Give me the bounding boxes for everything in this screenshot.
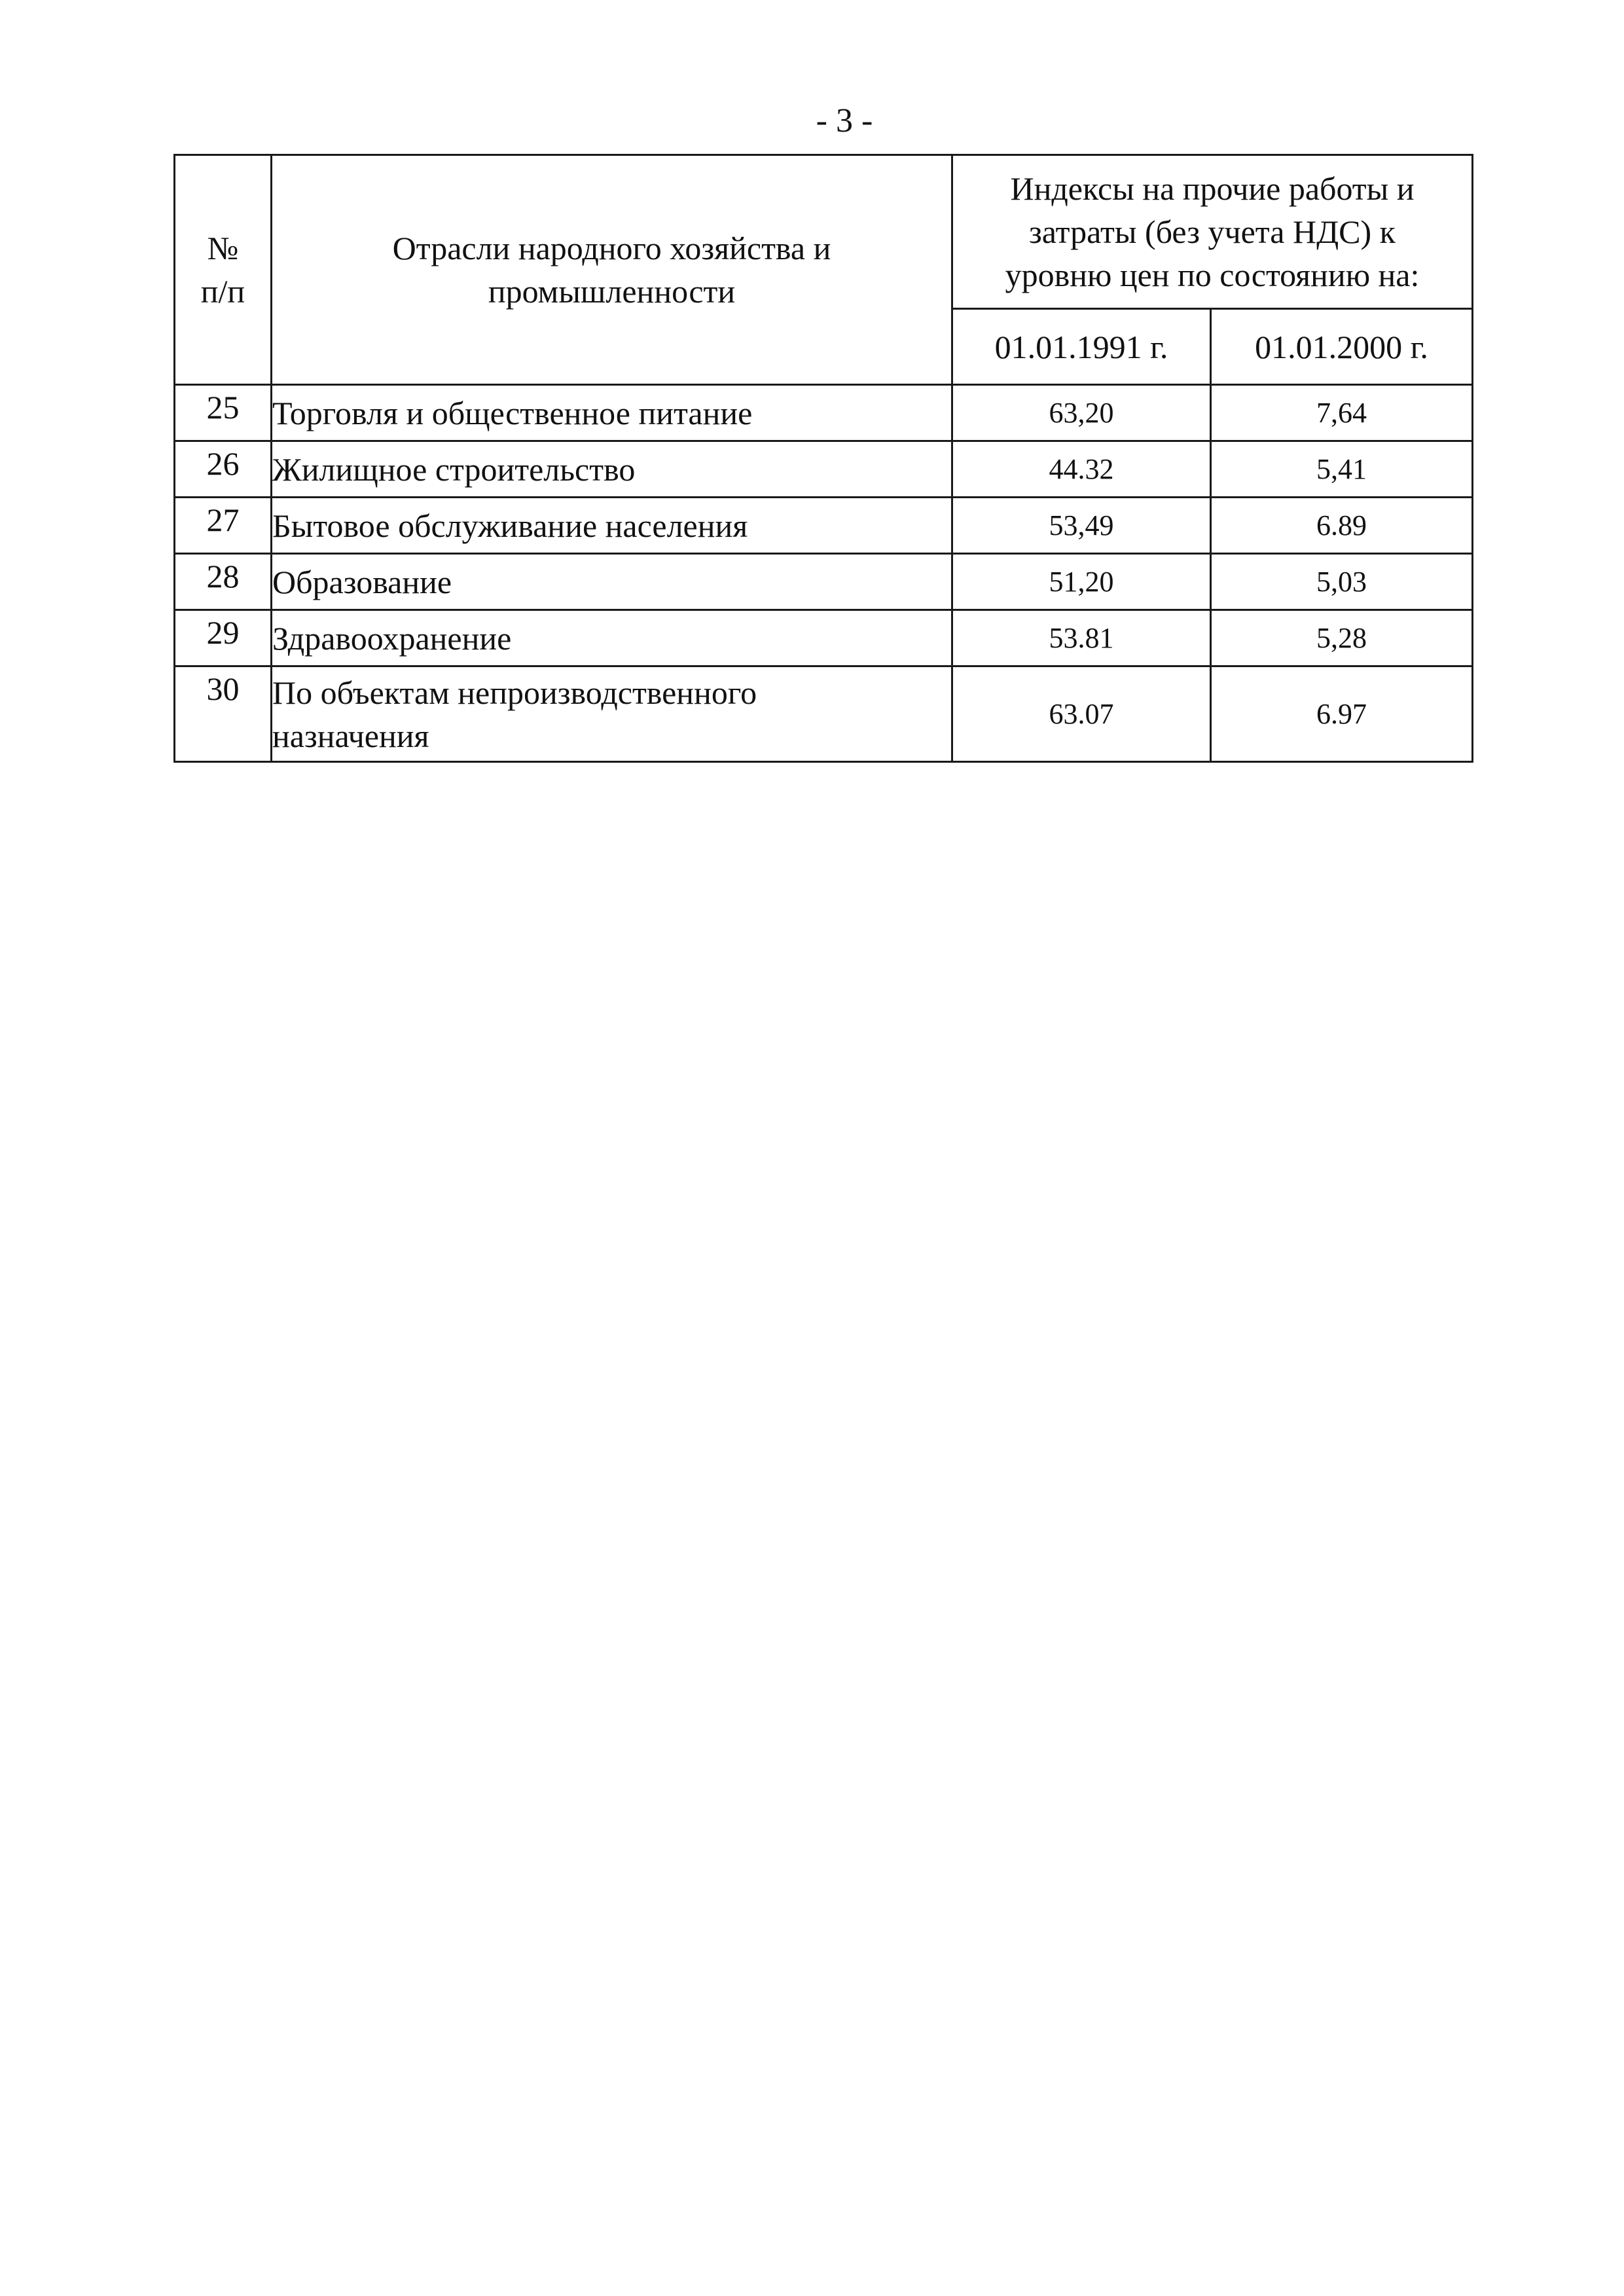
row-branch: Образование [272,554,952,610]
row-branch-line: По объектам непроизводственного [272,674,757,711]
table-row [175,385,1473,441]
row-branch: Жилищное строительство [272,441,952,498]
page-number: - 3 - [816,102,873,139]
row-number: 26 [175,441,272,498]
header-date-2000: 01.01.2000 г. [1211,309,1473,385]
row-value-2000: 5,03 [1211,554,1473,610]
header-index-group [952,155,1473,309]
table-row [175,441,1473,498]
row-value-2000: 6.89 [1211,498,1473,554]
row-number: 29 [175,610,272,666]
table-row [175,666,1473,762]
row-branch: Здравоохранение [272,610,952,666]
row-number: 28 [175,554,272,610]
table-row [175,554,1473,610]
row-value-2000: 6.97 [1211,666,1473,762]
row-value-1991: 63.07 [952,666,1211,762]
header-index-line: уровню цен по состоянию на: [1005,257,1420,293]
row-number: 27 [175,498,272,554]
row-value-2000: 5,41 [1211,441,1473,498]
header-number [175,155,272,385]
row-branch: Бытовое обслуживание населения [272,498,952,554]
row-value-1991: 44.32 [952,441,1211,498]
table-row [175,498,1473,554]
row-number: 25 [175,385,272,441]
row-value-2000: 7,64 [1211,385,1473,441]
row-value-1991: 51,20 [952,554,1211,610]
header-index-line: Индексы на прочие работы и [1010,170,1415,207]
price-index-table [173,154,1473,763]
header-index-line: затраты (без учета НДС) к [1029,213,1396,250]
header-branch-line: промышленности [488,273,736,310]
row-number: 30 [175,666,272,762]
row-value-2000: 5,28 [1211,610,1473,666]
header-branch-line: Отрасли народного хозяйства и [392,230,831,266]
header-branch [272,155,952,385]
table-row [175,610,1473,666]
table-header-row [175,155,1473,309]
row-value-1991: 63,20 [952,385,1211,441]
header-number-line: № [207,230,239,266]
row-branch-line: назначения [272,717,429,754]
header-date-1991: 01.01.1991 г. [952,309,1211,385]
row-branch [272,666,952,762]
row-value-1991: 53.81 [952,610,1211,666]
row-branch: Торговля и общественное питание [272,385,952,441]
header-number-line: п/п [200,273,245,310]
row-value-1991: 53,49 [952,498,1211,554]
